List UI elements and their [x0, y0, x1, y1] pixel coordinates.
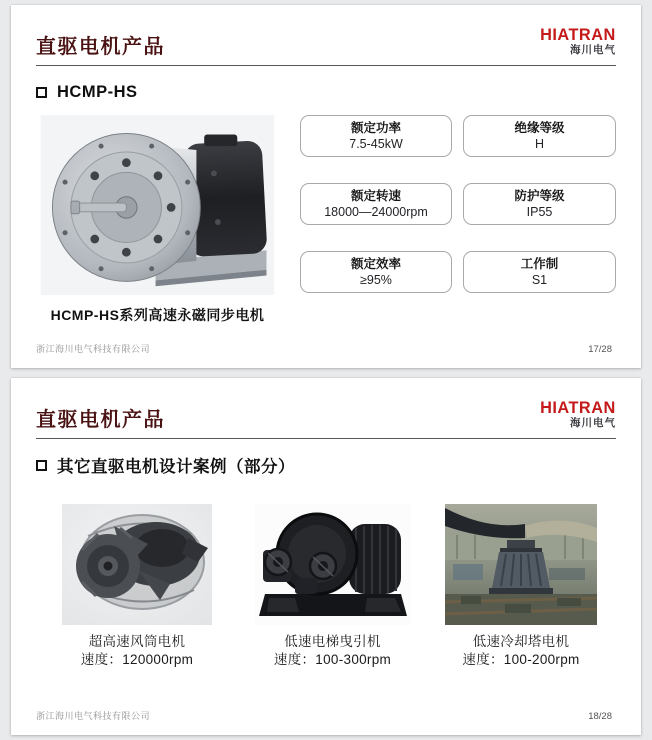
- case-caption: [445, 633, 597, 669]
- elevator-traction-machine-image: [255, 504, 410, 625]
- spec-label: 工作制: [520, 256, 559, 271]
- spec-value: S1: [531, 273, 548, 287]
- spec-box-protection-rating: [463, 183, 616, 225]
- spec-label: 额定转速: [350, 188, 401, 203]
- hiatran-logo-subtext: 海川电气: [570, 44, 616, 56]
- spec-label: 额定功率: [350, 120, 401, 135]
- slide-17: [11, 5, 641, 368]
- slide-17-content: [36, 115, 616, 325]
- spec-label: 防护等级: [514, 188, 565, 203]
- slide-18-inner: [11, 378, 641, 735]
- product-column: [36, 115, 288, 325]
- page-title: 直驱电机产品: [36, 409, 165, 431]
- case-speed: 速度：120000rpm: [80, 651, 194, 667]
- hiatran-logo-text: HIATRAN: [540, 398, 616, 417]
- case-traction-machine: [255, 504, 410, 669]
- hcmp-hs-motor-image: [40, 115, 275, 295]
- spec-value: ≥95%: [360, 273, 392, 287]
- hiatran-logo-text: HIATRAN: [540, 25, 616, 44]
- header-divider: [36, 65, 616, 66]
- spec-label: 额定效率: [350, 256, 401, 271]
- spec-grid: [300, 115, 616, 325]
- slide-footer: [36, 709, 612, 722]
- page-title: 直驱电机产品: [36, 36, 165, 58]
- case-speed: 速度：100-200rpm: [462, 651, 580, 667]
- spec-value: H: [534, 137, 545, 151]
- slide-17-inner: [11, 5, 641, 368]
- case-cooling-tower-motor: [445, 504, 597, 669]
- spec-value: 7.5-45kW: [349, 137, 403, 151]
- header-divider: [36, 438, 616, 439]
- spec-value: IP55: [526, 205, 553, 219]
- spec-box-rated-power: [300, 115, 452, 157]
- hiatran-logo: [537, 396, 616, 429]
- case-caption: [62, 633, 212, 669]
- case-name: 低速电梯曳引机: [284, 634, 381, 649]
- square-bullet-icon: [36, 460, 47, 471]
- case-name: 低速冷却塔电机: [472, 634, 570, 649]
- case-row: [36, 504, 616, 669]
- square-bullet-icon: [36, 87, 47, 98]
- spec-label: 绝缘等级: [514, 120, 565, 135]
- spec-box-insulation-class: [463, 115, 616, 157]
- product-caption: HCMP-HS系列高速永磁同步电机: [50, 307, 265, 323]
- slide-header: [36, 23, 616, 59]
- spec-box-rated-efficiency: [300, 251, 452, 293]
- section-heading: [36, 81, 616, 103]
- case-speed: 速度：100-300rpm: [273, 651, 392, 667]
- spec-value: 18000—24000rpm: [324, 205, 428, 219]
- slide-18: [11, 378, 641, 735]
- section-heading: [36, 454, 616, 476]
- hiatran-logo: [537, 23, 616, 56]
- case-name: 超高速风筒电机: [88, 634, 186, 649]
- spec-box-rated-speed: [300, 183, 452, 225]
- footer-company-name: 浙江海川电气科技有限公司: [36, 344, 151, 354]
- case-fan-motor: [62, 504, 212, 669]
- slide-header: [36, 396, 616, 432]
- cooling-tower-motor-image: [445, 504, 597, 625]
- hiatran-logo-subtext: 海川电气: [570, 417, 616, 429]
- footer-company-name: 浙江海川电气科技有限公司: [36, 711, 151, 721]
- case-caption: [255, 633, 410, 669]
- page-number: 17/28: [588, 344, 612, 355]
- section-title: HCMP-HS: [57, 82, 138, 101]
- section-title: 其它直驱电机设计案例（部分）: [57, 458, 295, 476]
- fan-duct-motor-image: [62, 504, 212, 625]
- slide-footer: [36, 342, 612, 355]
- page-number: 18/28: [588, 711, 612, 722]
- spec-box-duty-cycle: [463, 251, 616, 293]
